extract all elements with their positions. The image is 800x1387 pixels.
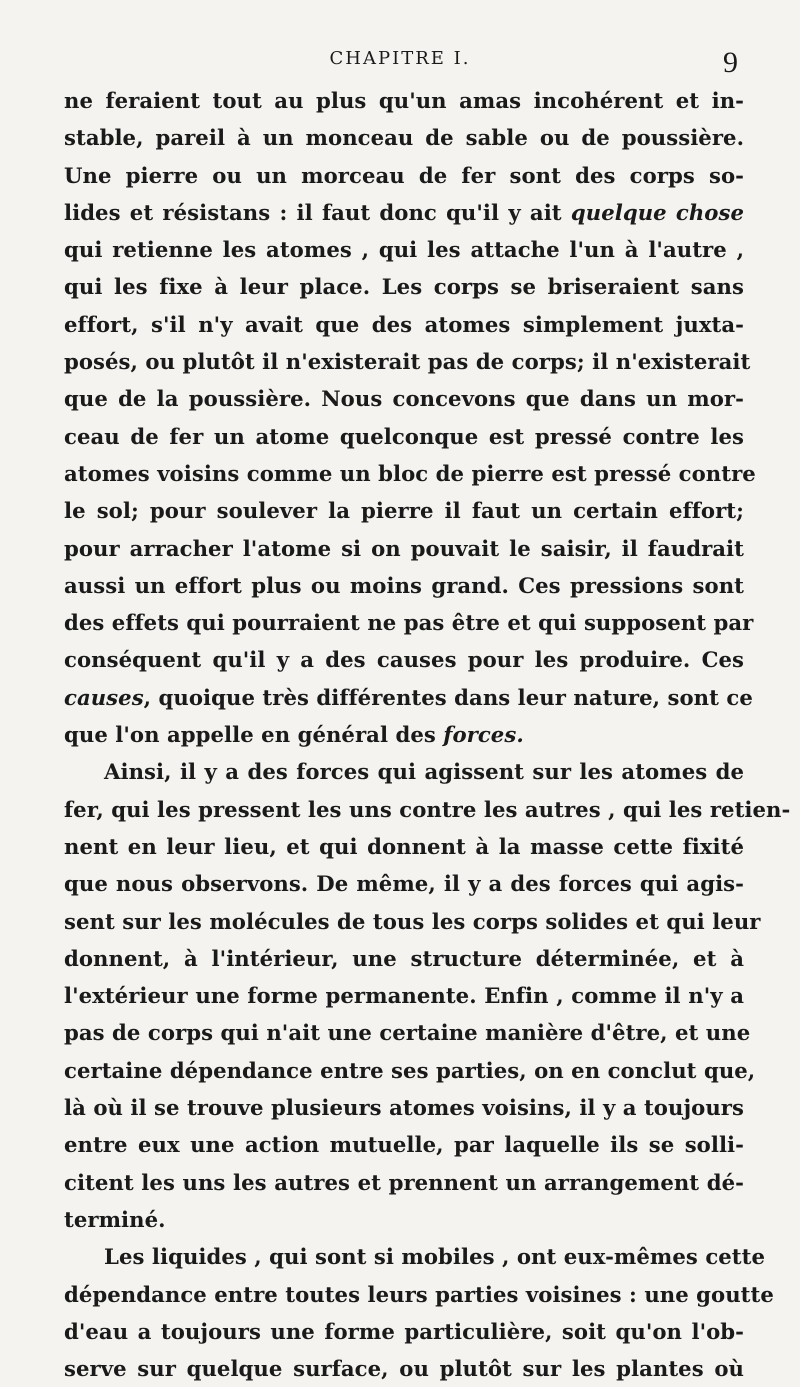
text-line: Une pierre ou un morceau de fer sont des corps so- <box>64 162 744 188</box>
text-line: conséquent qu'il y a des causes pour les produire. Ces <box>64 647 744 673</box>
text-line: entre eux une action mutuelle, par laquelle ils se solli- <box>64 1132 744 1158</box>
text-line: donnent, à l'intérieur, une structure déterminée, et à <box>64 945 744 971</box>
text-line: là où il se trouve plusieurs atomes voisins, il y a toujours <box>64 1095 744 1121</box>
italic-term: forces. <box>443 722 524 748</box>
text-line: le sol; pour soulever la pierre il faut un certain effort; <box>64 498 744 524</box>
text-line <box>64 679 753 716</box>
text-line: qui les fixe à leur place. Les corps se briseraient sans <box>64 274 744 300</box>
text-line: atomes voisins comme un bloc de pierre est pressé contre <box>64 460 756 486</box>
text-line: terminé. <box>64 1206 166 1232</box>
page-number: 9 <box>723 46 738 79</box>
text-line: dépendance entre toutes leurs parties voisines : une goutte <box>64 1281 774 1307</box>
text-line: ne feraient tout au plus qu'un amas incohérent et in- <box>64 88 744 113</box>
text-line: sent sur les molécules de tous les corps solides et qui leur <box>64 908 761 934</box>
text-line: l'extérieur une forme permanente. Enfin , comme il n'y a <box>64 983 744 1009</box>
text-line: aussi un effort plus ou moins grand. Ces pressions sont <box>64 572 744 598</box>
text-line: ceau de fer un atome quelconque est pressé contre les <box>64 423 744 449</box>
text-line: qui retienne les atomes , qui les attache l'un à l'autre , <box>64 237 744 263</box>
text-line: pour arracher l'atome si on pouvait le saisir, il faudrait <box>64 535 744 561</box>
text-line: Les liquides , qui sont si mobiles , ont eux-mêmes cette <box>104 1244 765 1270</box>
italic-term: causes <box>64 684 144 710</box>
text-line: que de la poussière. Nous concevons que dans un mor- <box>64 386 744 412</box>
text-line: nent en leur lieu, et qui donnent à la masse cette fixité <box>64 833 744 859</box>
italic-term: quelque chose <box>570 199 744 225</box>
text-line: Ainsi, il y a des forces qui agissent sur les atomes de <box>104 759 744 785</box>
text-line <box>64 716 744 753</box>
text-line: d'eau a toujours une forme particulière, soit qu'on l'ob- <box>64 1318 744 1344</box>
text-line: certaine dépendance entre ses parties, on en conclut que, <box>64 1057 756 1083</box>
text-line: pas de corps qui n'ait une certaine manière d'être, et une <box>64 1020 751 1046</box>
text-segment: lides et résistans : il faut donc qu'il y ait <box>64 199 562 225</box>
chapter-title: CHAPITRE I. <box>329 48 471 69</box>
text-line: citent les uns les autres et prennent un arrangement dé- <box>64 1169 744 1195</box>
text-segment: , quoique très différentes dans leur nature, sont ce <box>143 684 753 710</box>
text-line <box>64 194 744 231</box>
running-head <box>0 44 800 84</box>
text-segment: que l'on appelle en général des <box>64 722 436 748</box>
text-line: fer, qui les pressent les uns contre les autres , qui les retien- <box>64 796 791 822</box>
body-text <box>64 82 791 1387</box>
text-line: effort, s'il n'y avait que des atomes simplement juxta- <box>64 311 744 337</box>
text-line: posés, ou plutôt il n'existerait pas de corps; il n'existerait <box>64 349 751 375</box>
text-line: que nous observons. De même, il y a des forces qui agis- <box>64 871 744 897</box>
text-line: serve sur quelque surface, ou plutôt sur les plantes où <box>64 1356 744 1382</box>
text-line: stable, pareil à un monceau de sable ou de poussière. <box>64 125 744 151</box>
text-line: des effets qui pourraient ne pas être et qui supposent par <box>64 610 754 636</box>
